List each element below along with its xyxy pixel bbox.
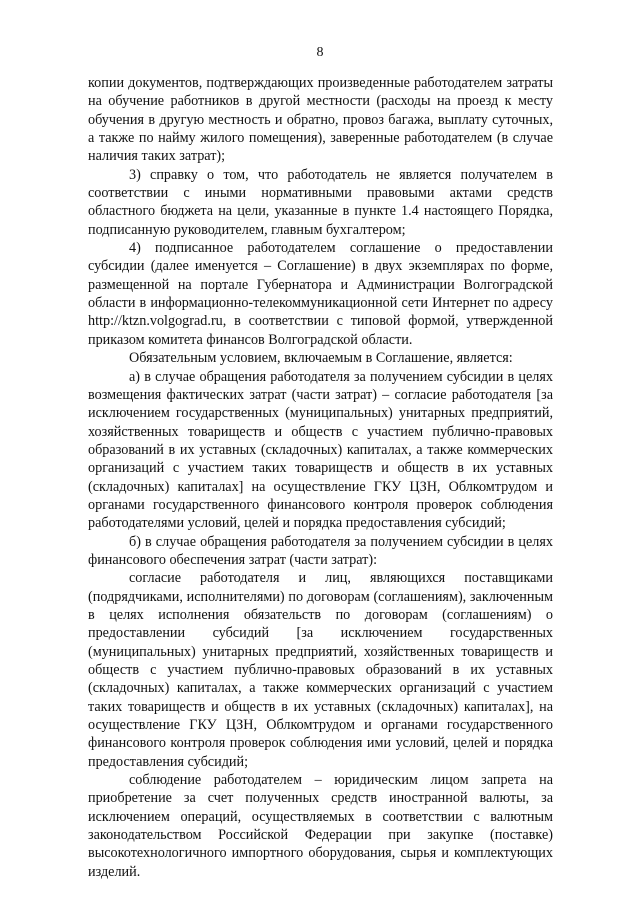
page-number: 8 [316, 45, 324, 60]
paragraph-consent: согласие работодателя и лиц, являющихся поставщиками (подрядчиками, исполнителями) по договорам (соглашениям), заключенным в целях исполнения обязательств по договорам (соглашениям) о предоставлении субсидий [за исключением государственных (муниципальных) унитарных предприятий, хозяйственных товариществ и обществ с участием публично-правовых образований в их уставных (складочных) капиталах, а также коммерческих организаций с участием таких товариществ и обществ в их уставных (складочных) капиталах], на осуществление ГКУ ЦЗН, Облкомтрудом и органами государственного финансового контроля проверок соблюдения ими условий, целей и порядка предоставления субсидий; [88, 570, 553, 770]
paragraph-continuation: копии документов, подтверждающих произведенные работодателем затраты на обучение работников в другой местности (расходы на проезд к месту обучения в другую местность и обратно, провоз багажа, выплату суточных, а также по найму жилого помещения), заверенные работодателем (в случае наличия таких затрат); [88, 75, 553, 165]
paragraph-subitem-b: б) в случае обращения работодателя за получением субсидии в целях финансового обеспечения затрат (части затрат): [88, 533, 553, 568]
paragraph-mandatory-condition: Обязательным условием, включаемым в Соглашение, является: [129, 350, 513, 367]
document-body [88, 74, 553, 881]
paragraph-compliance: соблюдение работодателем – юридическим лицом запрета на приобретение за счет полученных средств иностранной валюты, за исключением операций, осуществляемых в соответствии с валютным законодательством Российской Федерации при закупке (поставке) высокотехнологичного импортного оборудования, сырья и комплектующих изделий. [88, 772, 553, 880]
paragraph-item-3: 3) справку о том, что работодатель не является получателем в соответствии с иными нормативными правовыми актами средств областного бюджета на цели, указанные в пункте 1.4 настоящего Порядка, подписанную руководителем, главным бухгалтером; [88, 166, 553, 238]
paragraph-subitem-a: а) в случае обращения работодателя за получением субсидии в целях возмещения фактических затрат (части затрат) – согласие работодателя [за исключением государственных (муниципальных) унитарных предприятий, хозяйственных товариществ и обществ с участием публично-правовых образований в их уставных (складочных) капиталах, а также коммерческих организаций с участием таких товариществ и обществ в их уставных (складочных) капиталах] на осуществление ГКУ ЦЗН, Облкомтрудом и органами государственного финансового контроля проверок соблюдения работодателями условий, целей и порядка предоставления субсидий; [88, 368, 553, 532]
paragraph-item-4: 4) подписанное работодателем соглашение о предоставлении субсидии (далее именуется – Соглашение) в двух экземплярах по форме, размещенной на портале Губернатора и Администрации Волгоградской области в информационно-телекоммуникационной сети Интернет по адресу http://ktzn.volgograd.ru, в соответствии с типовой формой, утвержденной приказом комитета финансов Волгоградской области. [88, 240, 553, 348]
